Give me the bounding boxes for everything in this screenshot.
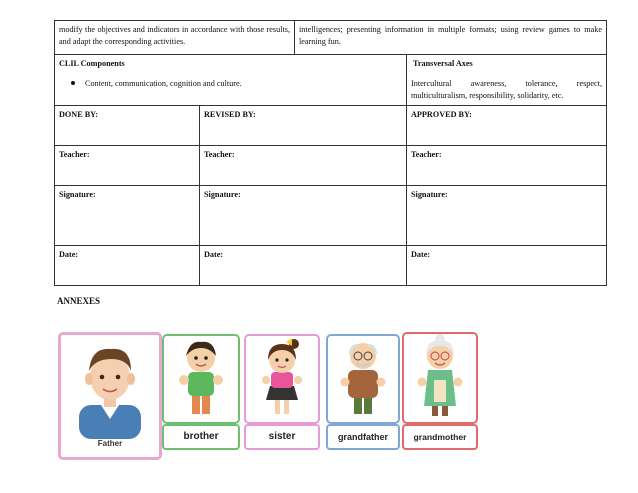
followup-cell [55, 21, 295, 55]
brother-card [162, 334, 240, 424]
done-date-label: Date: [55, 245, 200, 285]
revised-by-header: REVISED BY: [200, 105, 407, 145]
grandfather-label: grandfather [326, 424, 400, 450]
transversal-cell [407, 55, 607, 106]
grandmother-label: grandmother [402, 424, 478, 450]
done-by-header: DONE BY: [55, 105, 200, 145]
revised-signature-label: Signature: [200, 185, 407, 245]
annexes-heading: ANNEXES [57, 296, 101, 306]
lesson-plan-table [54, 20, 607, 286]
grandfather-card [326, 334, 400, 424]
done-signature-label: Signature: [55, 185, 200, 245]
followup-text: modify the objectives and indicators in accordance with those results, and adapt the corresponding activities. [59, 25, 290, 46]
father-illustration [61, 335, 159, 439]
approved-teacher-label: Teacher: [407, 145, 607, 185]
approved-date-label: Date: [407, 245, 607, 285]
transversal-title: Transversal Axes [413, 59, 473, 68]
family-flashcards [54, 326, 484, 454]
clil-bullet-item [59, 78, 402, 90]
approved-signature-label: Signature: [407, 185, 607, 245]
revised-date-label: Date: [200, 245, 407, 285]
father-card [58, 332, 162, 460]
bullet-icon [71, 81, 75, 85]
sister-illustration [246, 336, 318, 422]
sister-label: sister [244, 424, 320, 450]
transversal-text: Intercultural awareness, tolerance, respect, multiculturalism, responsibility, solidarity, etc. [411, 78, 602, 100]
approved-by-header: APPROVED BY: [407, 105, 607, 145]
sister-card [244, 334, 320, 424]
grandfather-illustration [328, 336, 398, 422]
strategies-cell [295, 21, 607, 55]
done-teacher-label: Teacher: [55, 145, 200, 185]
grandmother-illustration [404, 334, 476, 422]
strategies-text: intelligences; presenting information in multiple formats; using review games to make learning fun. [299, 25, 602, 46]
brother-illustration [164, 336, 238, 422]
revised-teacher-label: Teacher: [200, 145, 407, 185]
brother-label: brother [162, 424, 240, 450]
clil-cell [55, 55, 407, 106]
grandmother-card [402, 332, 478, 424]
clil-bullet-text: Content, communication, cognition and culture. [85, 78, 242, 88]
father-label: Father [97, 439, 123, 448]
clil-title: CLIL Components [59, 59, 125, 68]
